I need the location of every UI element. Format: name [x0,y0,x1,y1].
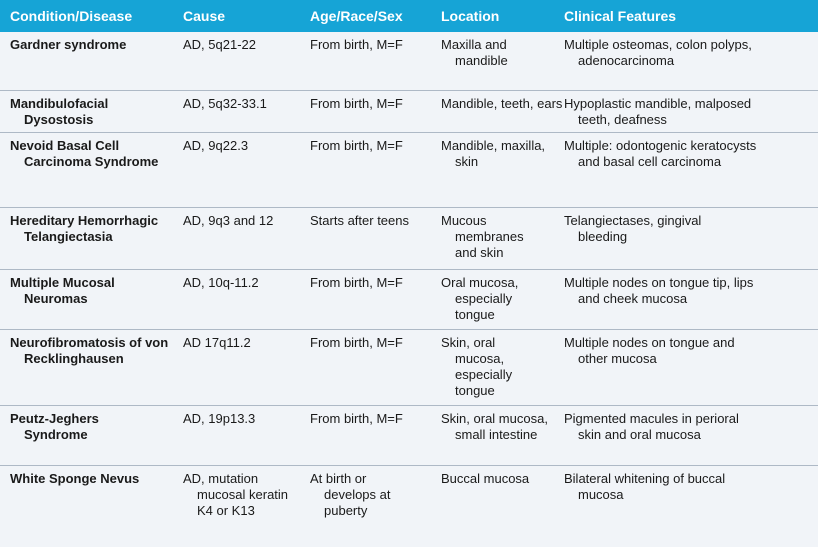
row-cause: AD, 9q22.3 [183,138,249,153]
row-location: Oral mucosa, especially tongue [441,275,519,322]
row-clinical-features: Multiple osteomas, colon polyps, adenocarcinoma [564,37,752,68]
header-clinical-features: Clinical Features [564,8,677,24]
row-age-race-sex: From birth, M=F [310,37,403,52]
row-clinical-features: Multiple: odontogenic keratocysts and basal cell carcinoma [564,138,757,169]
row-clinical-features: Multiple nodes on tongue tip, lips and cheek mucosa [564,275,754,306]
row-age-race-sex: At birth or develops at puberty [310,471,391,518]
row-cause: AD, 19p13.3 [183,411,256,426]
table-row [0,90,818,133]
row-cause: AD, 10q-11.2 [183,275,259,290]
header-condition: Condition/Disease [10,8,133,24]
row-condition: Gardner syndrome [10,37,127,52]
table-row [0,207,818,270]
row-location: Skin, oral mucosa, especially tongue [441,335,513,398]
row-location: Buccal mucosa [441,471,530,486]
table-row [0,269,818,330]
table-row [0,32,818,90]
row-age-race-sex: From birth, M=F [310,96,403,111]
row-clinical-features: Pigmented macules in perioral skin and oral mucosa [564,411,739,442]
table-row [0,329,818,406]
row-clinical-features: Telangiectases, gingival bleeding [564,213,702,244]
row-location: Mandible, teeth, ears [441,96,563,111]
row-cause: AD, 5q32-33.1 [183,96,267,111]
row-condition: Peutz-Jeghers Syndrome [10,411,99,442]
table-row [0,465,818,547]
row-condition: Multiple Mucosal Neuromas [10,275,115,306]
row-location: Mucous membranes and skin [441,213,524,260]
table-row [0,132,818,208]
row-age-race-sex: From birth, M=F [310,335,403,350]
header-age-race-sex: Age/Race/Sex [310,8,403,24]
row-condition: Mandibulofacial Dysostosis [10,96,109,127]
row-age-race-sex: From birth, M=F [310,138,403,153]
row-cause: AD, 9q3 and 12 [183,213,274,228]
row-cause: AD, 5q21-22 [183,37,256,52]
table-row [0,405,818,466]
row-location: Maxilla and mandible [441,37,508,68]
row-age-race-sex: From birth, M=F [310,411,403,426]
row-clinical-features: Multiple nodes on tongue and other mucosa [564,335,735,366]
row-location: Mandible, maxilla, skin [441,138,546,169]
row-cause: AD 17q11.2 [183,335,251,350]
row-location: Skin, oral mucosa, small intestine [441,411,548,442]
row-clinical-features: Bilateral whitening of buccal mucosa [564,471,726,502]
row-clinical-features: Hypoplastic mandible, malposed teeth, deafness [564,96,752,127]
table-header [0,0,818,32]
row-condition: Neurofibromatosis of von Recklinghausen [10,335,169,366]
row-condition: Hereditary Hemorrhagic Telangiectasia [10,213,159,244]
row-condition: White Sponge Nevus [10,471,140,486]
header-location: Location [441,8,500,24]
row-age-race-sex: From birth, M=F [310,275,403,290]
row-age-race-sex: Starts after teens [310,213,409,228]
header-cause: Cause [183,8,226,24]
row-condition: Nevoid Basal Cell Carcinoma Syndrome [10,138,159,169]
row-cause: AD, mutation mucosal keratin K4 or K13 [183,471,289,518]
